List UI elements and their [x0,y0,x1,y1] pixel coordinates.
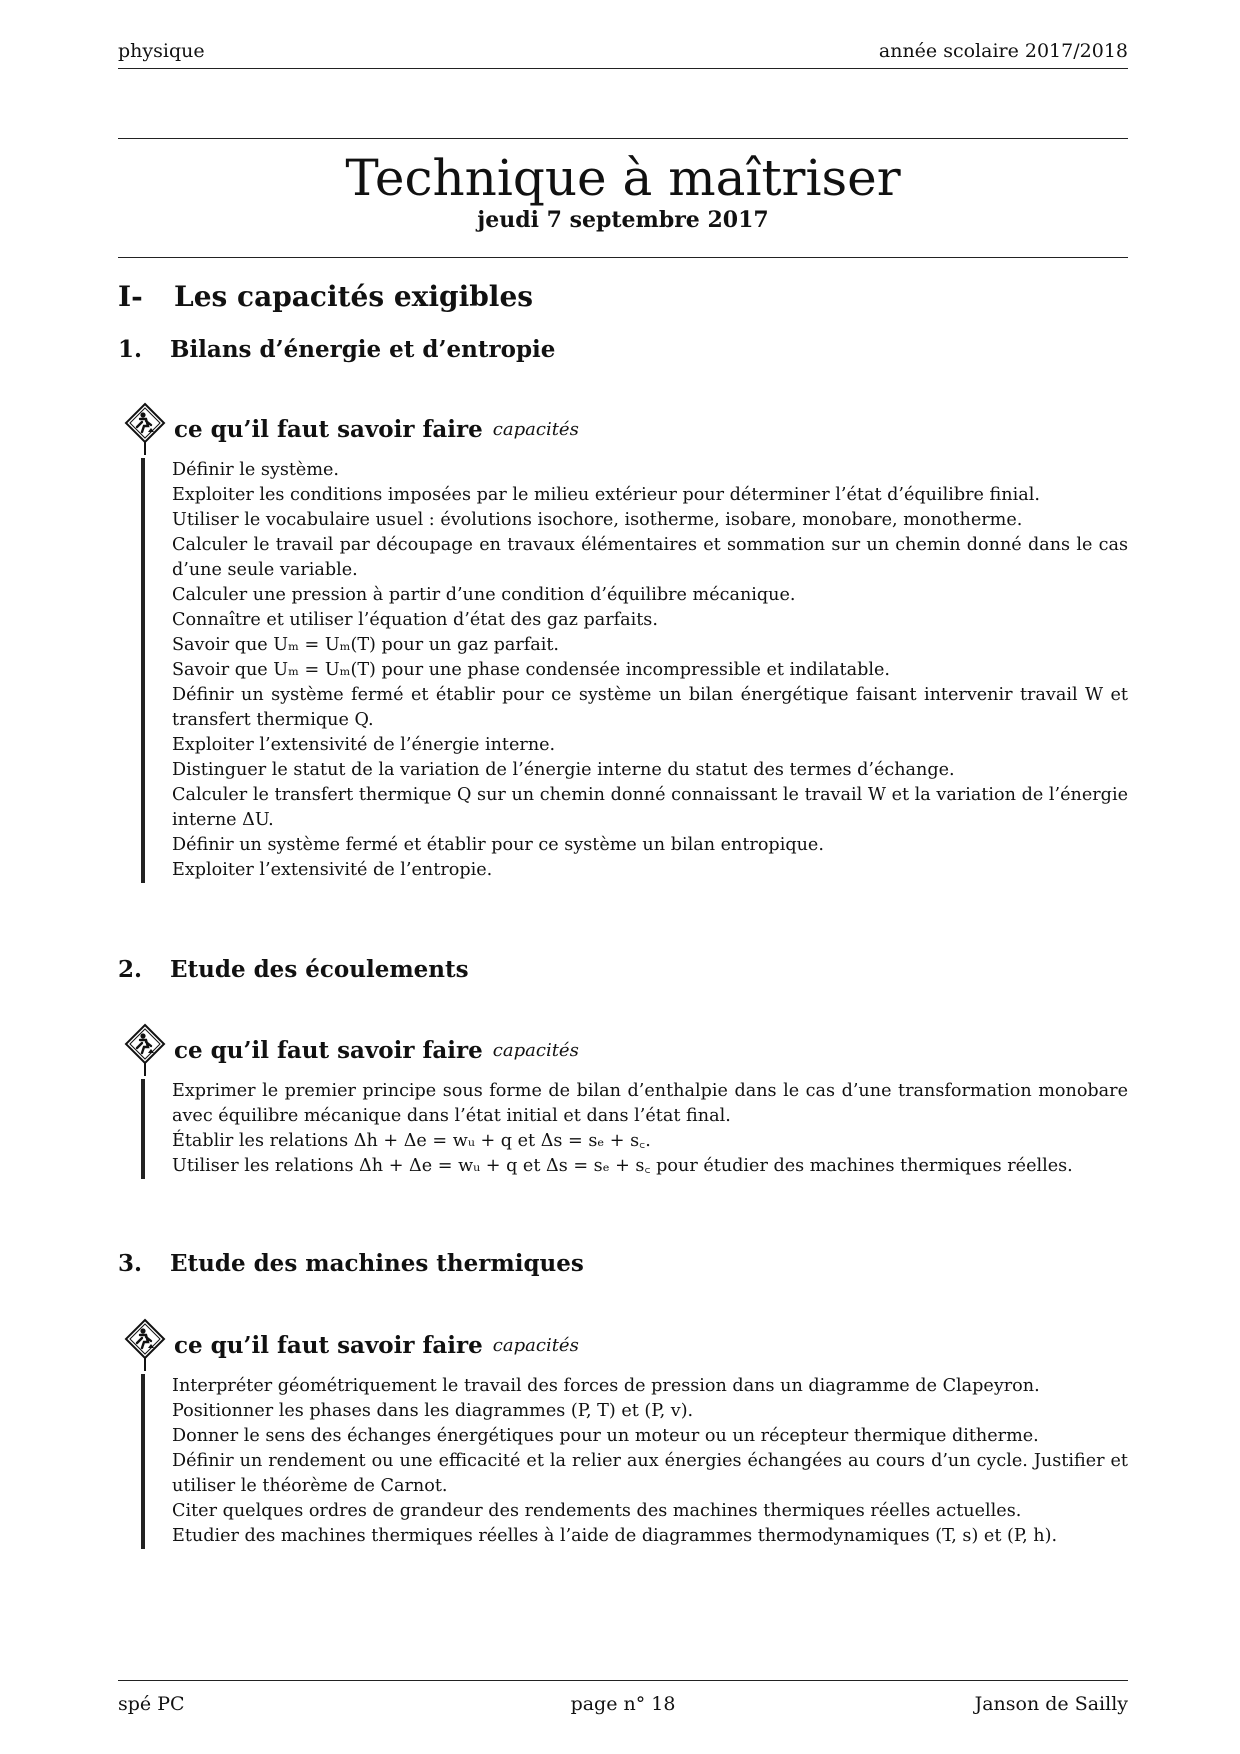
subsection-heading-flows [118,956,469,983]
capacities-box-flows [128,1025,1128,1179]
subsection-title: Bilans d’énergie et d’entropie [170,336,556,363]
capacity-item: Interpréter géométriquement le travail des forces de pression dans un diagramme de Clapeyron. [172,1376,1040,1396]
footer-school: Janson de Sailly [974,1693,1129,1715]
capacities-subtitle: capacités [492,1039,579,1061]
footer-page-number: page n° 18 [570,1693,676,1715]
capacity-item: Exprimer le premier principe sous forme de bilan d’enthalpie dans le cas d’une transformation monobare avec équilibre mécanique dans l’état initial et dans l’état final. [172,1081,1128,1126]
capacities-list [141,1079,1128,1179]
capacity-item: Définir un système fermé et établir pour ce système un bilan entropique. [172,835,824,855]
capacities-header [128,404,1128,454]
subsection-number: 3. [118,1250,143,1277]
subsection-title: Etude des écoulements [170,956,469,983]
capacities-list [141,458,1128,883]
capacity-item: Établir les relations Δh + Δe = wᵤ + q et Δs = sₑ + s꜀. [172,1131,651,1151]
footer-class: spé PC [118,1693,185,1715]
capacities-title: ce qu’il faut savoir faire [174,1036,483,1064]
capacity-item: Utiliser le vocabulaire usuel : évolutions isochore, isotherme, isobare, monobare, monotherme. [172,510,1023,530]
subsection-heading-machines [118,1250,584,1277]
page-title: Technique à maîtriser [345,149,901,207]
capacity-item: Positionner les phases dans les diagrammes (P, T) et (P, v). [172,1401,694,1421]
capacities-header [128,1320,1128,1370]
capacity-item: Exploiter l’extensivité de l’entropie. [172,860,493,880]
capacity-item: Savoir que Uₘ = Uₘ(T) pour une phase condensée incompressible et indilatable. [172,660,890,680]
capacity-item: Définir un rendement ou une efficacité et la relier aux énergies échangées au cours d’un cycle. Justifier et utiliser le théorème de Carnot. [172,1451,1128,1496]
capacities-box-energy [128,404,1128,883]
subsection-title: Etude des machines thermiques [170,1250,584,1277]
running-footer [118,1680,1128,1715]
capacities-subtitle: capacités [492,1334,579,1356]
capacities-subtitle: capacités [492,418,579,440]
capacity-item: Calculer une pression à partir d’une condition d’équilibre mécanique. [172,585,796,605]
section-number: I- [118,280,143,313]
road-work-sign-icon [124,1023,166,1077]
capacity-item: Calculer le transfert thermique Q sur un chemin donné connaissant le travail W et la variation de l’énergie interne ΔU. [172,785,1128,830]
header-subject: physique [118,40,205,62]
capacities-list [141,1374,1128,1549]
page-date: jeudi 7 septembre 2017 [477,207,769,233]
section-title: Les capacités exigibles [174,280,534,313]
subsection-number: 1. [118,336,143,363]
running-header [118,40,1128,69]
subsection-heading-energy [118,336,555,363]
capacity-item: Calculer le travail par découpage en travaux élémentaires et sommation sur un chemin donné dans le cas d’une seule variable. [172,535,1128,580]
capacity-item: Savoir que Uₘ = Uₘ(T) pour un gaz parfait. [172,635,560,655]
capacities-header [128,1025,1128,1075]
subsection-number: 2. [118,956,143,983]
capacity-item: Distinguer le statut de la variation de l’énergie interne du statut des termes d’échange. [172,760,955,780]
capacity-item: Etudier des machines thermiques réelles à l’aide de diagrammes thermodynamiques (T, s) et (P, h). [172,1526,1058,1546]
capacity-item: Définir un système fermé et établir pour ce système un bilan énergétique faisant intervenir travail W et transfert thermique Q. [172,685,1128,730]
capacity-item: Définir le système. [172,460,340,480]
capacity-item: Connaître et utiliser l’équation d’état des gaz parfaits. [172,610,658,630]
capacity-item: Utiliser les relations Δh + Δe = wᵤ + q et Δs = sₑ + s꜀ pour étudier des machines thermiques réelles. [172,1156,1073,1176]
capacities-title: ce qu’il faut savoir faire [174,415,483,443]
road-work-sign-icon [124,402,166,456]
section-heading [118,280,533,313]
road-work-sign-icon [124,1318,166,1372]
capacity-item: Citer quelques ordres de grandeur des rendements des machines thermiques réelles actuelles. [172,1501,1022,1521]
capacity-item: Exploiter l’extensivité de l’énergie interne. [172,735,556,755]
capacity-item: Exploiter les conditions imposées par le milieu extérieur pour déterminer l’état d’équilibre finial. [172,485,1040,505]
title-block [118,138,1128,258]
capacities-box-machines [128,1320,1128,1549]
capacities-title: ce qu’il faut savoir faire [174,1331,483,1359]
header-school-year: année scolaire 2017/2018 [878,40,1128,62]
capacity-item: Donner le sens des échanges énergétiques pour un moteur ou un récepteur thermique ditherme. [172,1426,1039,1446]
